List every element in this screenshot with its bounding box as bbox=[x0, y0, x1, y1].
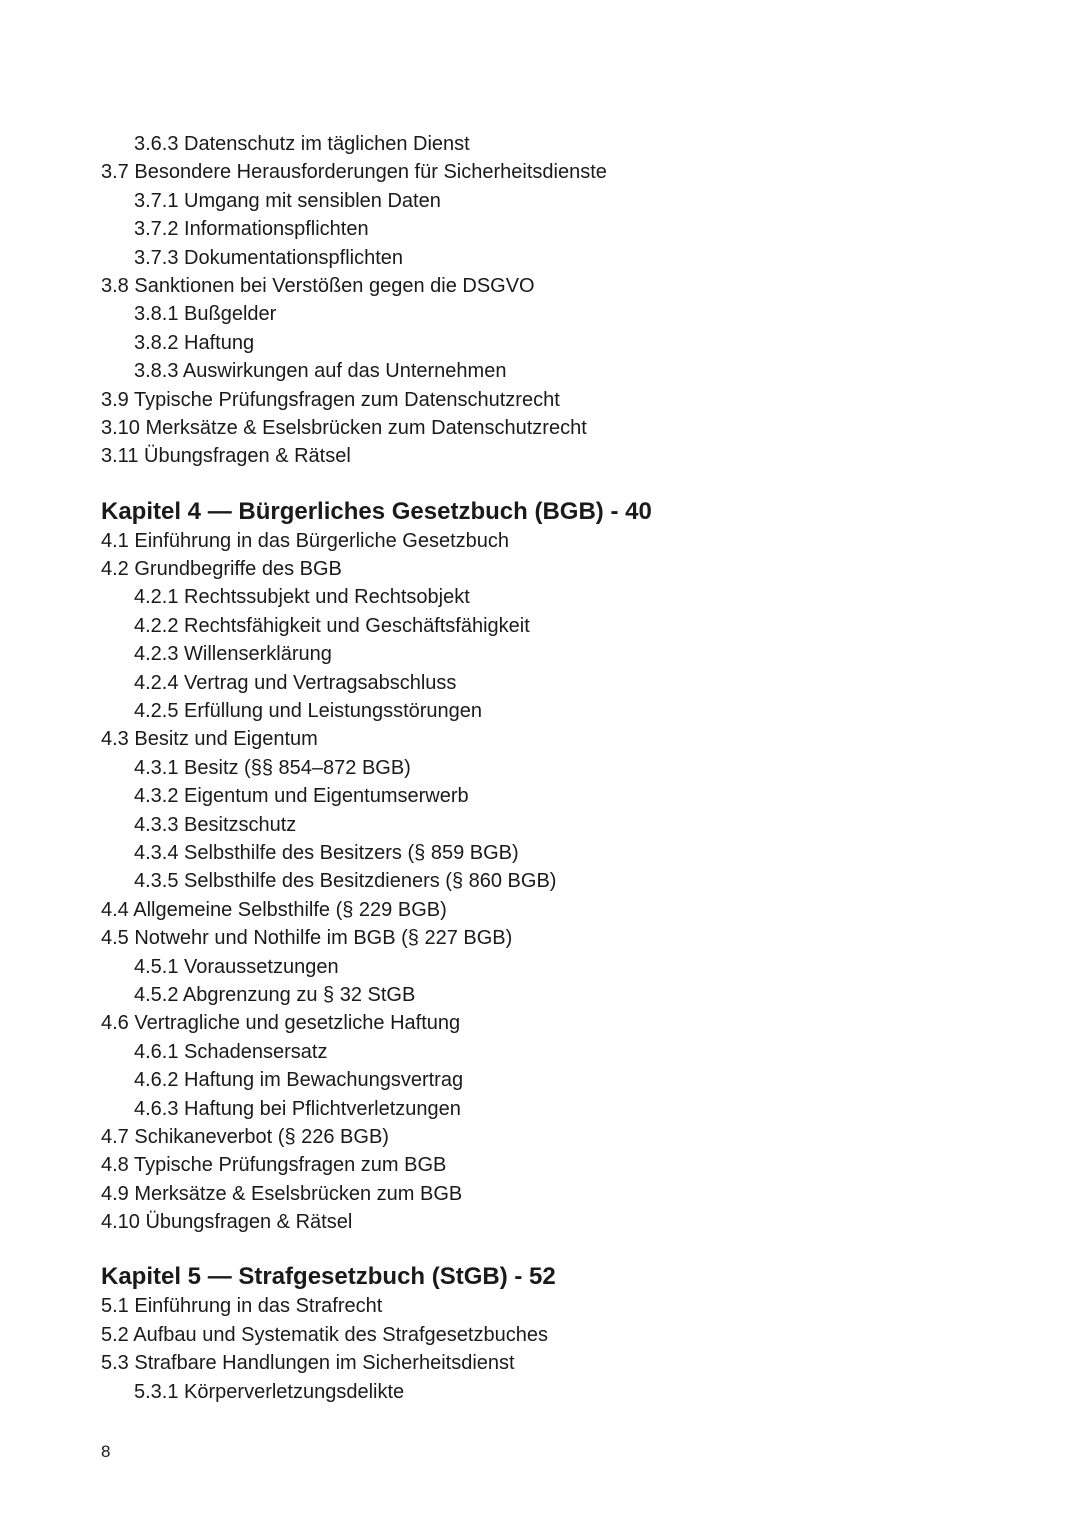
toc-subsection-entry: 4.3.2 Eigentum und Eigentumserwerb bbox=[134, 785, 469, 808]
toc-section-entry: 5.3 Strafbare Handlungen im Sicherheitsdienst bbox=[101, 1352, 515, 1375]
chapter-heading: Kapitel 5 — Strafgesetzbuch (StGB) - 52 bbox=[101, 1263, 556, 1291]
toc-section-entry: 4.6 Vertragliche und gesetzliche Haftung bbox=[101, 1012, 461, 1035]
toc-section-entry: 3.10 Merksätze & Eselsbrücken zum Datenschutzrecht bbox=[101, 416, 587, 439]
toc-section-entry: 4.2 Grundbegriffe des BGB bbox=[101, 558, 342, 581]
toc-subsection-entry: 4.5.1 Voraussetzungen bbox=[134, 955, 339, 978]
toc-subsection-entry: 4.2.2 Rechtsfähigkeit und Geschäftsfähigkeit bbox=[134, 614, 530, 637]
toc-subsection-entry: 4.3.5 Selbsthilfe des Besitzdieners (§ 860 BGB) bbox=[134, 870, 557, 893]
toc-subsection-entry: 4.3.1 Besitz (§§ 854–872 BGB) bbox=[134, 756, 411, 779]
toc-section-entry: 3.7 Besondere Herausforderungen für Sicherheitsdienste bbox=[101, 161, 607, 184]
toc-subsection-entry: 3.8.1 Bußgelder bbox=[134, 303, 277, 326]
toc-subsection-entry: 4.5.2 Abgrenzung zu § 32 StGB bbox=[134, 983, 416, 1006]
toc-subsection-entry: 4.2.4 Vertrag und Vertragsabschluss bbox=[134, 671, 457, 694]
toc-section-list bbox=[101, 130, 1001, 471]
toc-section-entry: 3.11 Übungsfragen & Rätsel bbox=[101, 445, 351, 468]
table-of-contents bbox=[101, 130, 1001, 1406]
toc-subsection-entry: 5.3.1 Körperverletzungsdelikte bbox=[134, 1380, 405, 1403]
toc-subsection-entry: 4.2.3 Willenserklärung bbox=[134, 643, 332, 666]
toc-section-entry: 5.2 Aufbau und Systematik des Strafgesetzbuches bbox=[101, 1323, 548, 1346]
toc-subsection-entry: 4.3.3 Besitzschutz bbox=[134, 813, 297, 836]
toc-subsection-entry: 4.6.1 Schadensersatz bbox=[134, 1040, 328, 1063]
toc-section-entry: 4.10 Übungsfragen & Rätsel bbox=[101, 1211, 353, 1234]
toc-section-list bbox=[101, 527, 1001, 1237]
page-number: 8 bbox=[101, 1442, 111, 1461]
toc-subsection-entry: 4.3.4 Selbsthilfe des Besitzers (§ 859 BGB) bbox=[134, 841, 519, 864]
toc-section-entry: 4.9 Merksätze & Eselsbrücken zum BGB bbox=[101, 1182, 463, 1205]
toc-subsection-entry: 4.6.2 Haftung im Bewachungsvertrag bbox=[134, 1069, 464, 1092]
toc-subsection-entry: 3.8.2 Haftung bbox=[134, 331, 255, 354]
toc-subsection-entry: 3.6.3 Datenschutz im täglichen Dienst bbox=[134, 133, 470, 155]
toc-section-entry: 4.8 Typische Prüfungsfragen zum BGB bbox=[101, 1154, 447, 1177]
toc-subsection-entry: 3.7.2 Informationspflichten bbox=[134, 218, 369, 241]
toc-section-entry: 4.5 Notwehr und Nothilfe im BGB (§ 227 BGB) bbox=[101, 927, 513, 950]
toc-section-list bbox=[101, 1292, 1001, 1406]
toc-subsection-entry: 3.7.3 Dokumentationspflichten bbox=[134, 246, 404, 269]
toc-subsection-entry: 4.2.5 Erfüllung und Leistungsstörungen bbox=[134, 700, 483, 723]
toc-section-entry: 4.7 Schikaneverbot (§ 226 BGB) bbox=[101, 1125, 389, 1148]
toc-subsection-entry: 4.2.1 Rechtssubjekt und Rechtsobjekt bbox=[134, 586, 470, 609]
toc-section-entry: 5.1 Einführung in das Strafrecht bbox=[101, 1295, 383, 1318]
toc-section-entry: 4.4 Allgemeine Selbsthilfe (§ 229 BGB) bbox=[101, 898, 447, 921]
toc-section-entry: 3.8 Sanktionen bei Verstößen gegen die DSGVO bbox=[101, 274, 535, 297]
toc-section-entry: 4.3 Besitz und Eigentum bbox=[101, 728, 318, 751]
toc-subsection-entry: 3.7.1 Umgang mit sensiblen Daten bbox=[134, 189, 441, 212]
chapter-heading: Kapitel 4 — Bürgerliches Gesetzbuch (BGB) - 40 bbox=[101, 497, 652, 525]
toc-section-entry: 4.1 Einführung in das Bürgerliche Gesetzbuch bbox=[101, 529, 510, 552]
toc-subsection-entry: 4.6.3 Haftung bei Pflichtverletzungen bbox=[134, 1097, 461, 1120]
toc-section-entry: 3.9 Typische Prüfungsfragen zum Datenschutzrecht bbox=[101, 388, 560, 411]
toc-subsection-entry: 3.8.3 Auswirkungen auf das Unternehmen bbox=[134, 360, 507, 383]
